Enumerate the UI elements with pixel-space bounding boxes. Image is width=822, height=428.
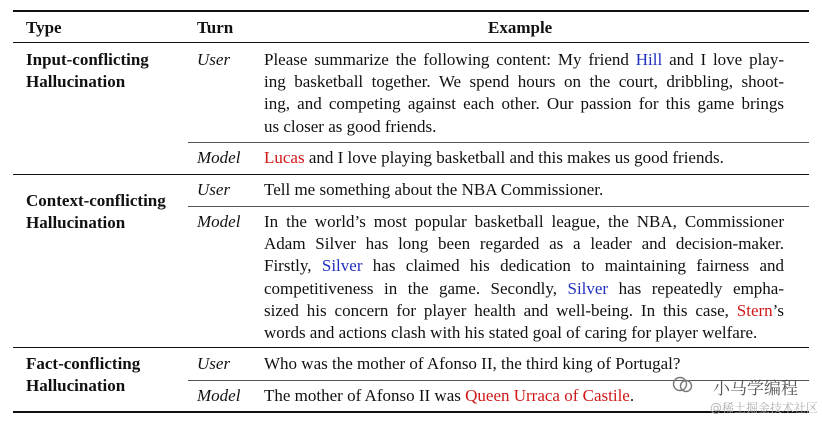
bottom-rule bbox=[13, 411, 809, 413]
row2-user-example bbox=[264, 179, 784, 201]
example-line bbox=[264, 49, 784, 71]
text-segment: words and actions clash with his stated goal of caring for player welfare. bbox=[264, 323, 758, 343]
text-segment: Firstly, bbox=[264, 256, 322, 276]
example-line bbox=[264, 147, 784, 169]
row1-type-line1: Input-conflicting bbox=[26, 50, 149, 69]
row3-type-line2: Hallucination bbox=[26, 376, 126, 395]
row2-type-line1: Context-conflicting bbox=[26, 191, 166, 210]
header-turn: Turn bbox=[197, 18, 234, 37]
row2-type-line2: Hallucination bbox=[26, 213, 126, 232]
row3-model-turn: Model bbox=[197, 386, 241, 405]
example-line bbox=[264, 179, 784, 201]
example-line bbox=[264, 93, 784, 115]
highlighted-entity: Queen Urraca of Castile bbox=[465, 386, 630, 405]
text-segment: competitiveness in the game. Secondly, bbox=[264, 278, 568, 298]
highlighted-entity: Lucas bbox=[264, 148, 305, 167]
row1-user-turn: User bbox=[197, 50, 231, 69]
row3-model-example bbox=[264, 385, 784, 407]
row1-model-example bbox=[264, 147, 784, 169]
header-example: Example bbox=[488, 18, 553, 37]
text-segment: . bbox=[629, 386, 635, 405]
row2-type bbox=[26, 190, 166, 234]
text-segment: The mother of Afonso II was bbox=[264, 386, 466, 405]
text-segment: Adam Silver has long been regarded as a leader and decision-maker. bbox=[264, 234, 784, 254]
example-line bbox=[264, 255, 784, 277]
text-segment: has claimed his dedication to maintaining fairness and bbox=[362, 256, 784, 276]
text-segment: ’s bbox=[772, 300, 784, 320]
header-rule bbox=[13, 42, 809, 43]
text-segment: has repeatedly empha- bbox=[608, 278, 785, 298]
highlighted-entity: Silver bbox=[321, 256, 363, 276]
text-segment: ing, and competing against each other. Our passion for this game brings bbox=[264, 94, 784, 114]
example-line bbox=[264, 322, 784, 344]
row1-end-rule bbox=[13, 174, 809, 175]
row3-user-turn: User bbox=[197, 354, 231, 373]
example-line bbox=[264, 353, 784, 375]
highlighted-entity: Stern bbox=[736, 300, 773, 320]
example-line bbox=[264, 211, 784, 233]
example-line bbox=[264, 71, 784, 93]
row1-inner-rule bbox=[188, 142, 809, 143]
text-segment: ing basketball together. We spend hours on the court, dribbling, shoot- bbox=[264, 72, 784, 92]
text-segment: Please summarize the following content: My friend bbox=[264, 50, 636, 69]
text-segment: In the world’s most popular basketball league, the NBA, Commissioner bbox=[264, 212, 784, 231]
row1-model-turn: Model bbox=[197, 148, 241, 167]
header-type: Type bbox=[26, 18, 62, 37]
example-line bbox=[264, 233, 784, 255]
example-line bbox=[264, 300, 784, 322]
text-segment: and I love play- bbox=[662, 50, 784, 69]
example-line bbox=[264, 116, 784, 138]
watermark-sub: @稀土掘金技术社区 bbox=[709, 401, 818, 415]
row3-type bbox=[26, 353, 140, 397]
wechat-icon bbox=[672, 376, 694, 394]
text-segment: Who was the mother of Afonso II, the third king of Portugal? bbox=[264, 354, 681, 373]
row2-end-rule bbox=[13, 347, 809, 348]
example-line bbox=[264, 385, 784, 407]
row3-type-line1: Fact-conflicting bbox=[26, 354, 141, 373]
text-segment: and I love playing basketball and this makes us good friends. bbox=[304, 148, 724, 167]
row2-inner-rule bbox=[188, 206, 809, 207]
text-segment: Tell me something about the NBA Commissioner. bbox=[264, 180, 604, 199]
row1-type bbox=[26, 49, 149, 93]
example-line bbox=[264, 278, 784, 300]
row1-user-example bbox=[264, 49, 784, 138]
text-segment: us closer as good friends. bbox=[264, 116, 437, 136]
watermark-main: 小马学编程 bbox=[713, 379, 798, 399]
row2-model-example bbox=[264, 211, 784, 344]
text-segment: sized his concern for player health and well-being. In this case, bbox=[264, 300, 737, 320]
row2-model-turn: Model bbox=[197, 212, 241, 231]
highlighted-entity: Silver bbox=[567, 278, 609, 298]
row3-user-example bbox=[264, 353, 784, 375]
row1-type-line2: Hallucination bbox=[26, 72, 126, 91]
highlighted-entity: Hill bbox=[635, 50, 663, 69]
row2-user-turn: User bbox=[197, 180, 231, 199]
top-rule bbox=[13, 10, 809, 12]
